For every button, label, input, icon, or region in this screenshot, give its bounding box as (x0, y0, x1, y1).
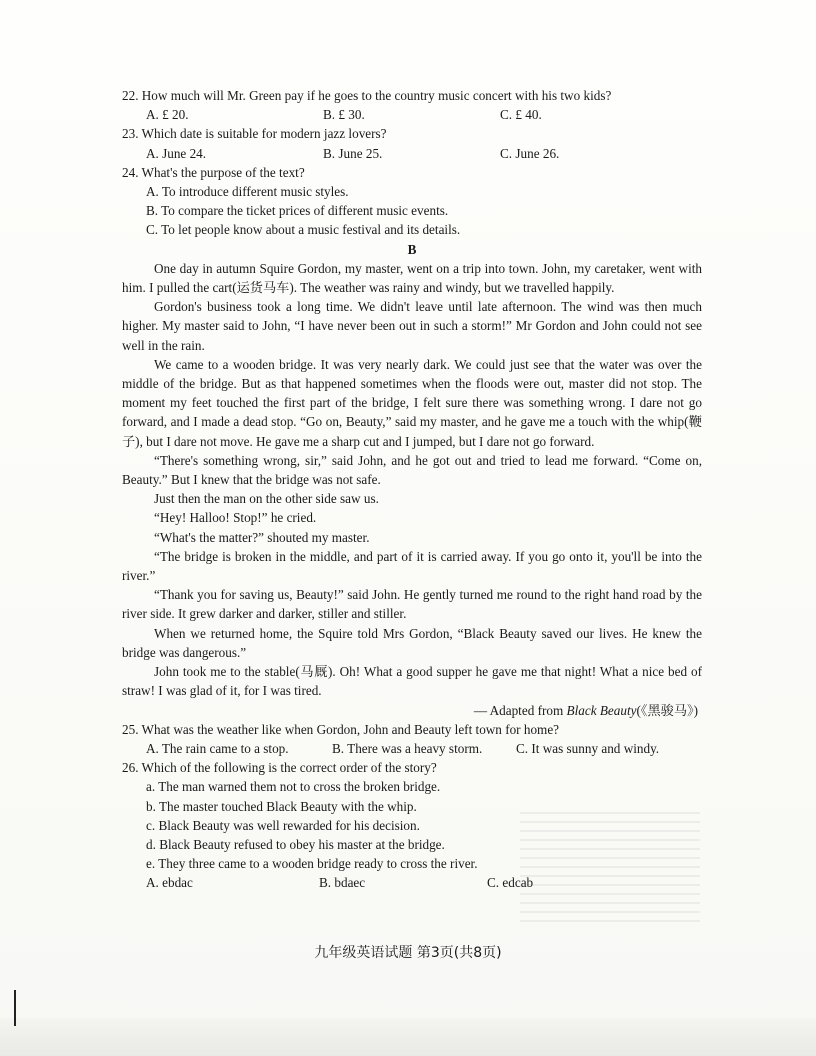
option-c[interactable]: C. It was sunny and windy. (516, 740, 660, 756)
story-paragraph: Gordon's business took a long time. We didn't leave until late afternoon. The wind was then much higher. My master said to John, “I have never been out in such a storm!” Mr Gordon and John could not see well in the rain. (122, 299, 702, 353)
story-paragraph: “The bridge is broken in the middle, and part of it is carried away. If you go onto it, you'll be into the river.” (122, 548, 702, 584)
option-c[interactable]: C. edcab (487, 875, 534, 891)
option-b[interactable]: B. To compare the ticket prices of different music events. (146, 203, 449, 219)
story-paragraph: We came to a wooden bridge. It was very nearly dark. We could just see that the water was over the middle of the bridge. But as that happened sometimes when the floods were out, master did not stop. The moment my feet touched the first part of the bridge, I felt sure there was something wrong. I dare not go forward, and I made a dead stop. “Go on, Beauty,” said my master, and he gave me a touch with the whip(鞭子), but I dare not move. He gave me a sharp cut and I jumped, but I dare not go forward. (122, 356, 702, 449)
story-paragraph: One day in autumn Squire Gordon, my master, went on a trip into town. John, my caretaker, went with him. I pulled the cart(运货马车). The weather was rainy and windy, but we travelled happily. (122, 260, 702, 296)
event-item: c. Black Beauty was well rewarded for his decision. (146, 817, 420, 833)
option-a[interactable]: A. ebdac (146, 875, 193, 891)
question-25: 25. What was the weather like when Gordon, John and Beauty left town for home? (122, 721, 560, 737)
option-b[interactable]: B. £ 30. (323, 107, 365, 123)
option-a[interactable]: A. To introduce different music styles. (146, 184, 349, 200)
option-c[interactable]: C. £ 40. (500, 107, 542, 123)
option-c[interactable]: C. To let people know about a music festival and its details. (146, 222, 461, 238)
option-b[interactable]: B. There was a heavy storm. (332, 740, 483, 756)
event-item: e. They three came to a wooden bridge ready to cross the river. (146, 856, 478, 872)
question-23-options (122, 144, 702, 163)
question-26: 26. Which of the following is the correct order of the story? (122, 760, 437, 776)
scan-edge-shade (0, 1018, 816, 1056)
section-heading: B (407, 241, 417, 257)
event-item: a. The man warned them not to cross the broken bridge. (146, 779, 441, 795)
option-a[interactable]: A. £ 20. (146, 107, 189, 123)
option-b[interactable]: B. bdaec (319, 875, 366, 891)
option-b[interactable]: B. June 25. (323, 145, 383, 161)
story-paragraph: John took me to the stable(马厩). Oh! What a good supper he gave me that night! What a nice bed of straw! I was glad of it, for I was tired. (122, 664, 702, 699)
question-25-options (122, 739, 702, 758)
story-paragraph: Just then the man on the other side saw us. (154, 491, 379, 507)
question-23: 23. Which date is suitable for modern jazz lovers? (122, 126, 387, 142)
story-paragraph: “Hey! Halloo! Stop!” he cried. (154, 510, 317, 526)
event-item: b. The master touched Black Beauty with the whip. (146, 798, 417, 814)
option-a[interactable]: A. The rain came to a stop. (146, 740, 289, 756)
option-c[interactable]: C. June 26. (500, 145, 560, 161)
scan-mark (14, 990, 16, 1026)
question-26-options (122, 873, 702, 892)
page-footer: 九年级英语试题 第3页(共8页) (314, 945, 502, 961)
option-a[interactable]: A. June 24. (146, 145, 207, 161)
question-22-options (122, 105, 702, 124)
source-credit: — Adapted from Black Beauty(《黑骏马》) (473, 702, 698, 718)
story-paragraph: When we returned home, the Squire told Mrs Gordon, “Black Beauty saved our lives. He knew the bridge was dangerous.” (122, 625, 702, 660)
story-paragraph: “Thank you for saving us, Beauty!” said John. He gently turned me round to the right hand road by the river side. It grew darker and darker, stiller and stiller. (122, 587, 702, 622)
story-paragraph: “There's something wrong, sir,” said John, and he got out and tried to lead me forward. “Come on, Beauty.” But I knew that the bridge was not safe. (122, 452, 702, 488)
event-item: d. Black Beauty refused to obey his master at the bridge. (146, 836, 445, 852)
page-content (122, 86, 702, 893)
story-paragraph: “What's the matter?” shouted my master. (154, 529, 370, 545)
question-24: 24. What's the purpose of the text? (122, 164, 305, 180)
question-22: 22. How much will Mr. Green pay if he goes to the country music concert with his two kids? (122, 88, 612, 103)
